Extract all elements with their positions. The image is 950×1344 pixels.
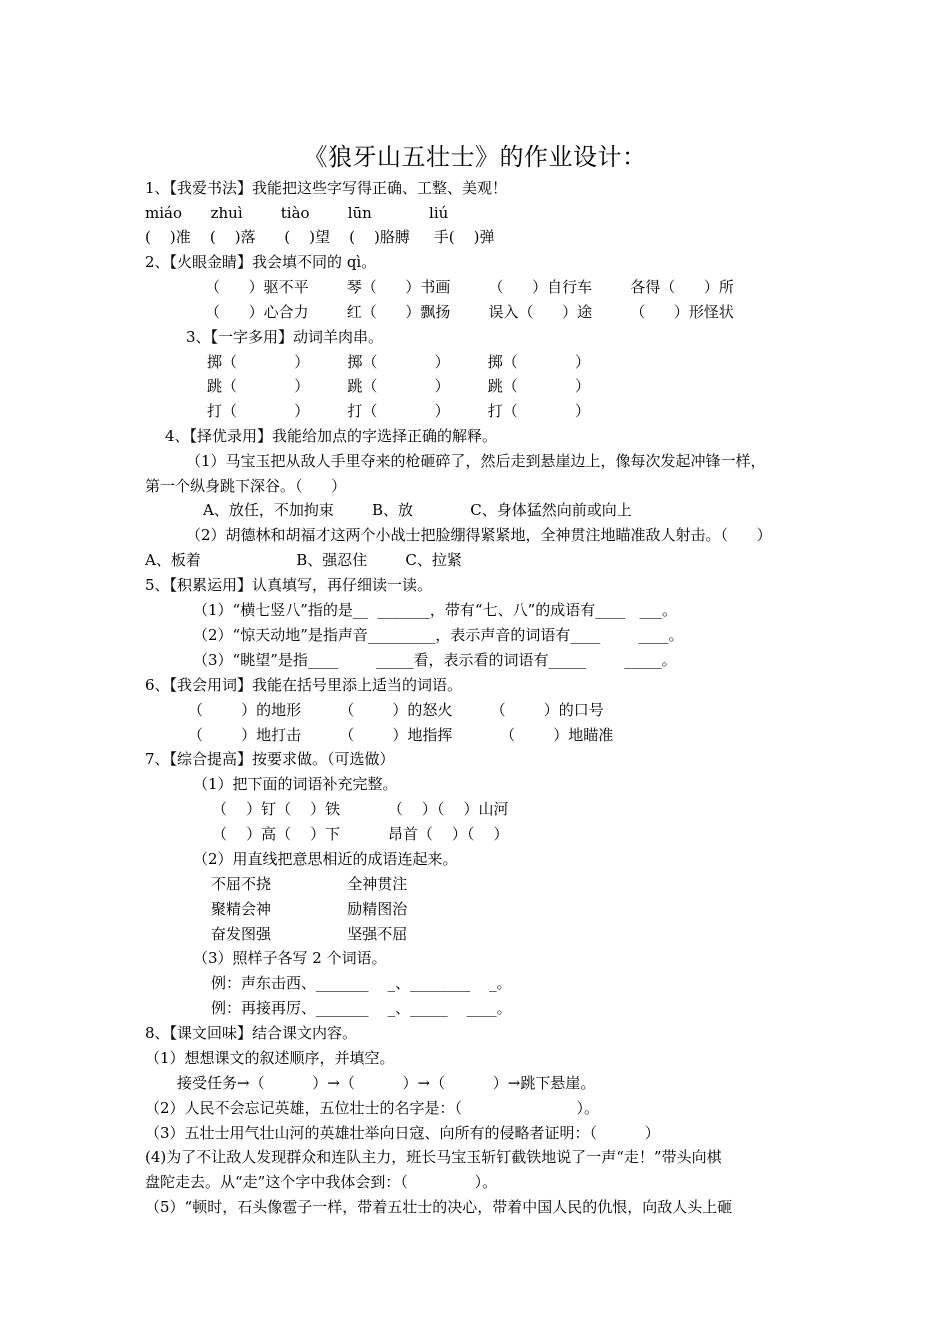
- q4-options-1: A、放任，不加拘束 B、放 C、身体猛然向前或向上: [203, 501, 632, 519]
- q8-heading: 8、【课文回味】结合课文内容。: [145, 1024, 358, 1042]
- q4-options-2: A、板着 B、强忍住 C、拉紧: [145, 551, 462, 569]
- q7-part-1: （1）把下面的词语补充完整。: [193, 775, 398, 793]
- q5-heading: 5、【积累运用】认真填写，再仔细读一读。: [145, 576, 433, 594]
- q6-row-1: （ ）的地形 （ ）的怒火 （ ）的口号: [188, 701, 604, 719]
- q1-pinyin-row: miáo zhuì tiào lūn liú: [145, 204, 449, 222]
- q7-part-3-example-2: 例：再接再厉、_______ _、_____ ____。: [211, 999, 512, 1017]
- q1-chars-row: ( )准 ( )落 ( )望 ( )胳膊 手( )弹: [145, 228, 495, 246]
- q8-part-4: (4)为了不让敌人发现群众和连队主力，班长马宝玉斩钉截铁地说了一声“走！”带头向棋: [145, 1148, 722, 1166]
- q7-part-2-row-1: 不屈不挠 全神贯注: [211, 875, 408, 893]
- page-title: 《狼牙山五壮士》的作业设计：: [303, 143, 647, 171]
- q4-sentence-2: （2）胡德林和胡福才这两个小战士把脸绷得紧紧地，全神贯注地瞄准敌人射击。（ ）: [186, 526, 772, 544]
- q7-part-2-row-2: 聚精会神 励精图治: [211, 900, 408, 918]
- q5-line-1: （1）“横七竖八”指的是__ _______，带有“七、八”的成语有____ ___。: [193, 601, 678, 619]
- q4-sentence-1-cont: 第一个纵身跳下深谷。（ ）: [145, 477, 347, 495]
- q8-part-3: （3）五壮士用气壮山河的英雄壮举向日寇、向所有的侵略者证明：（ ）: [145, 1124, 660, 1142]
- q3-row-1: 掷（ ） 掷（ ） 掷（ ）: [207, 353, 590, 371]
- q8-part-5: （5）“顿时，石头像雹子一样，带着五壮士的决心，带着中国人民的仇恨，向敌人头上砸: [145, 1198, 733, 1216]
- q5-line-3: （3）“眺望”是指____ _____看，表示看的词语有_____ _____。: [193, 651, 677, 669]
- q3-row-3: 打（ ） 打（ ） 打（ ）: [207, 402, 590, 420]
- q7-part-2-row-3: 奋发图强 坚强不屈: [211, 925, 408, 943]
- q8-part-2: （2）人民不会忘记英雄，五位壮士的名字是：（ ）。: [145, 1099, 599, 1117]
- q7-part-3-example-1: 例：声东击西、_______ _、________ _。: [211, 974, 512, 992]
- q4-heading: 4、【择优录用】我能给加点的字选择正确的解释。: [165, 427, 498, 445]
- q1-heading: 1、【我爱书法】我能把这些字写得正确、工整、美观！: [145, 179, 508, 197]
- q3-heading: 3、【一字多用】动词羊肉串。: [186, 328, 384, 346]
- q2-row-1: （ ）驱不平 琴（ ）书画 （ ）自行车 各得（ ）所: [205, 278, 734, 296]
- q8-part-4-cont: 盘陀走去。从“走”这个字中我体会到：（ ）。: [145, 1173, 498, 1191]
- q6-heading: 6、【我会用词】我能在括号里添上适当的词语。: [145, 676, 463, 694]
- q6-row-2: （ ）地打击 （ ）地指挥 （ ）地瞄准: [188, 726, 614, 744]
- q3-row-2: 跳（ ） 跳（ ） 跳（ ）: [207, 377, 590, 395]
- q8-part-1: （1）想想课文的叙述顺序，并填空。: [145, 1049, 395, 1067]
- q7-part-1-row-2: （ ）高（ ）下 昂首（ ）（ ）: [212, 825, 509, 843]
- q7-heading: 7、【综合提高】按要求做。（可选做）: [145, 750, 395, 768]
- q7-part-3: （3）照样子各写 2 个词语。: [193, 949, 387, 967]
- q7-part-2: （2）用直线把意思相近的成语连起来。: [193, 850, 458, 868]
- q7-part-1-row-1: （ ）钉（ ）铁 （ ）（ ）山河: [212, 800, 509, 818]
- q8-part-1-flow: 接受任务→（ ）→（ ）→（ ）→跳下悬崖。: [177, 1074, 596, 1092]
- q4-sentence-1: （1）马宝玉把从敌人手里夺来的枪砸碎了，然后走到悬崖边上，像每次发起冲锋一样，: [186, 452, 766, 470]
- q5-line-2: （2）“惊天动地”是指声音_________，表示声音的词语有____ ____。: [193, 626, 684, 644]
- q2-row-2: （ ）心合力 红（ ）飘扬 误入（ ）途 （ ）形怪状: [205, 303, 734, 321]
- q2-heading: 2、【火眼金睛】我会填不同的 qì。: [145, 253, 377, 271]
